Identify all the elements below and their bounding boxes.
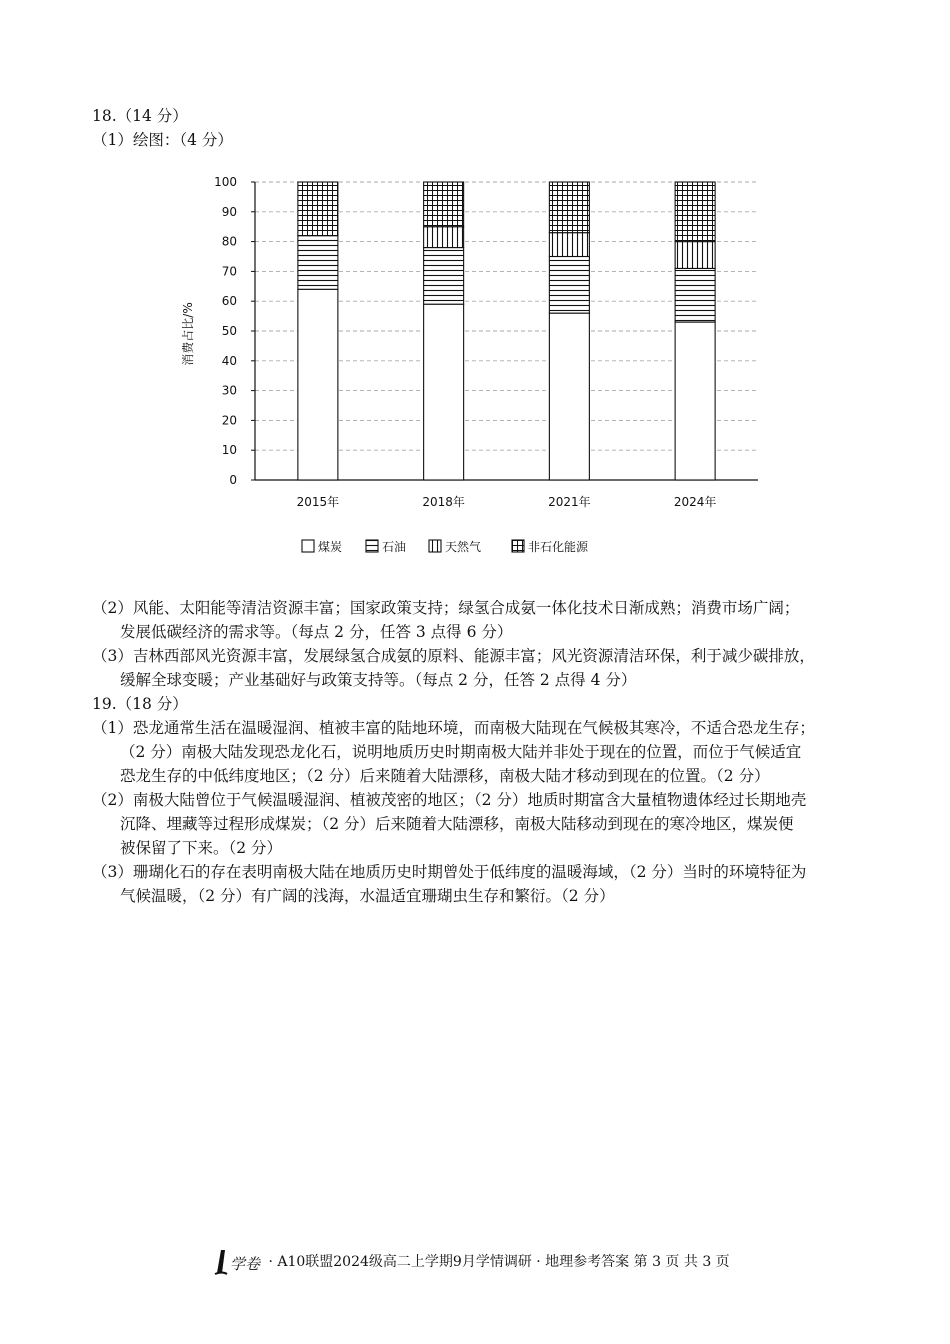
bar-segment: [549, 313, 589, 480]
q19-part1-line1: （1）恐龙通常生活在温暖湿润、植被丰富的陆地环境，而南极大陆现在气候极其寒冷，不适合恐龙生存；: [92, 719, 815, 737]
q19-part2-line1: （2）南极大陆曾位于气候温暖湿润、植被茂密的地区；（2 分）地质时期富含大量植物遗体经过长期地壳: [92, 791, 807, 809]
bar-segment: [549, 257, 589, 314]
bar-segment: [298, 236, 338, 290]
legend-label: 非石化能源: [528, 540, 589, 554]
tick-labels: [214, 175, 716, 509]
bar-segment: [549, 182, 589, 233]
legend-swatch: [429, 540, 441, 552]
brand-logo: [212, 1247, 264, 1277]
y-tick-label: 0: [229, 473, 237, 487]
q19-part2-line2: 沉降、埋藏等过程形成煤炭；（2 分）后来随着大陆漂移，南极大陆移动到现在的寒冷地区，煤炭便: [120, 815, 794, 833]
legend-swatch: [512, 540, 524, 552]
y-tick-label: 70: [221, 264, 237, 279]
y-tick-label: 100: [214, 175, 237, 189]
q19-part2-line3: 被保留了下来。（2 分）: [120, 839, 283, 857]
q18-part2-line2: 发展低碳经济的需求等。（每点 2 分，任答 3 点得 6 分）: [120, 623, 513, 641]
q18-part3-line2: 缓解全球变暖；产业基础好与政策支持等。（每点 2 分，任答 2 点得 4 分）: [120, 671, 637, 689]
q18-part3-line1: （3）吉林西部风光资源丰富，发展绿氢合成氨的原料、能源丰富；风光资源清洁环保，利于减少碳排放，: [92, 647, 815, 665]
legend-label: 煤炭: [318, 540, 343, 554]
q18-part1: （1）绘图：（4 分）: [92, 131, 233, 149]
bar-segment: [424, 248, 464, 305]
y-tick-label: 40: [221, 353, 237, 368]
legend-swatch: [366, 540, 378, 552]
y-axis-label: 消费占比/%: [181, 302, 195, 366]
energy-consumption-chart: [180, 168, 780, 563]
x-tick-label: 2024年: [673, 495, 717, 509]
bar-segment: [675, 182, 715, 242]
y-tick-label: 80: [221, 234, 237, 249]
bar-segment: [675, 268, 715, 322]
q19-part1-line3: 恐龙生存的中低纬度地区；（2 分）后来随着大陆漂移，南极大陆才移动到现在的位置。（2 分）: [120, 767, 770, 785]
bar-segment: [424, 304, 464, 480]
page-footer: [212, 1247, 730, 1277]
bar-segment: [298, 182, 338, 236]
x-tick-label: 2015年: [296, 495, 340, 509]
brand-logo-text: 学卷: [230, 1255, 261, 1273]
x-tick-label: 2018年: [422, 495, 465, 509]
bar-segment: [549, 233, 589, 257]
q19-part1-line2: （2 分）南极大陆发现恐龙化石，说明地质历史时期南极大陆并非处于现在的位置，而位于气候适宜: [120, 743, 802, 761]
bar-segment: [298, 289, 338, 480]
x-tick-label: 2021年: [548, 495, 591, 509]
y-tick-label: 50: [221, 324, 237, 338]
q18-header: 18.（14 分）: [92, 107, 188, 125]
q19-part3-line1: （3）珊瑚化石的存在表明南极大陆在地质历史时期曾处于低纬度的温暖海域，（2 分）当时的环境特征为: [92, 863, 807, 881]
legend-swatch: [302, 540, 314, 552]
y-tick-label: 30: [221, 383, 237, 398]
bar-segment: [424, 182, 464, 227]
q19-header: 19.（18 分）: [92, 695, 188, 713]
q18-part2-line1: （2）风能、太阳能等清洁资源丰富；国家政策支持；绿氢合成氨一体化技术日渐成熟；消费市场广阔；: [92, 599, 800, 617]
bar-segment: [675, 322, 715, 480]
y-tick-label: 10: [221, 443, 237, 458]
legend-label: 天然气: [445, 540, 482, 554]
legend-label: 石油: [382, 540, 407, 554]
legend: [302, 539, 589, 554]
y-tick-label: 20: [221, 413, 237, 428]
footer-text: · A10联盟2024级高二上学期9月学情调研 · 地理参考答案 第 3 页 共 3 页: [268, 1254, 730, 1270]
y-tick-label: 60: [221, 294, 237, 309]
bar-segment: [424, 227, 464, 248]
bar-segment: [675, 242, 715, 269]
q19-part3-line2: 气候温暖，（2 分）有广阔的浅海，水温适宜珊瑚虫生存和繁衍。（2 分）: [120, 887, 615, 905]
y-tick-label: 90: [221, 204, 237, 219]
